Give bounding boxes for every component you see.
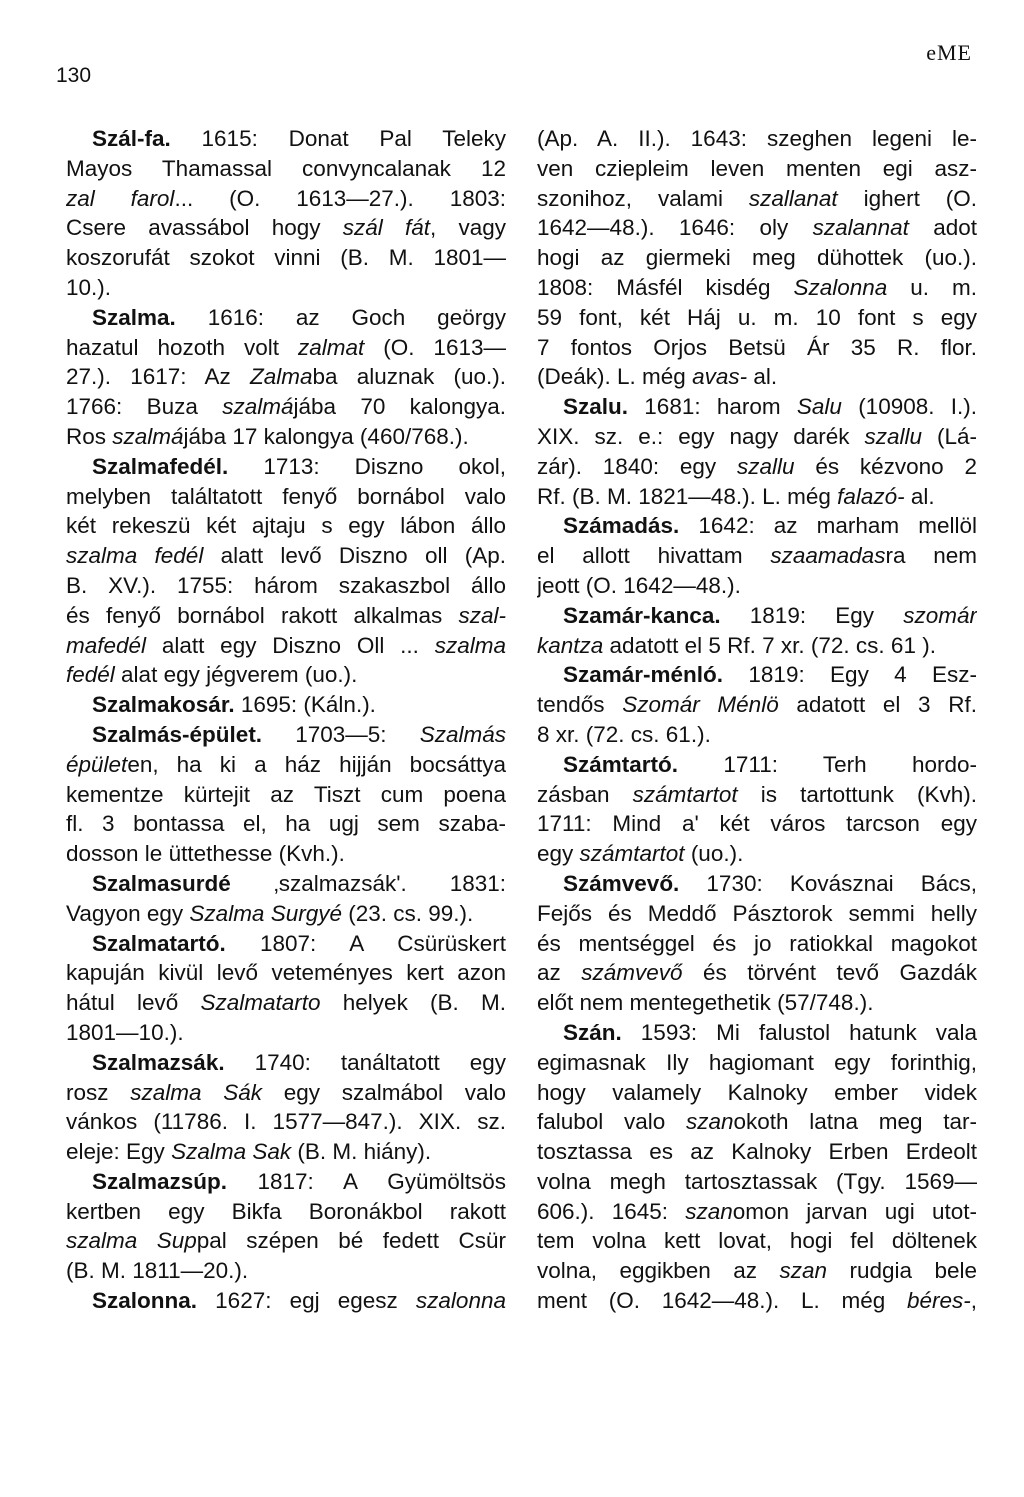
- italic-quote: épület: [66, 751, 128, 777]
- text-run: tosztassa es az Kalnoky Erben Erdeolt: [537, 1139, 977, 1165]
- text-run: alatt levő Diszno oll (Ap.: [203, 543, 506, 569]
- text-line: [537, 720, 977, 750]
- italic-quote: falazó-: [837, 483, 905, 509]
- text-line: [537, 1256, 977, 1286]
- text-line: [66, 422, 506, 452]
- text-run: 1642—48.). 1646: oly: [537, 215, 813, 241]
- italic-quote: szalmá: [222, 394, 294, 420]
- text-line: [537, 184, 977, 214]
- text-line: [66, 392, 506, 422]
- text-run: 1711: Mind a' két város tarcson egy: [537, 811, 977, 837]
- text-run: ‚szalmazsák'. 1831:: [273, 870, 506, 896]
- text-run: Fejős és Meddő Pásztorok semmi helly: [537, 900, 977, 926]
- text-run: Ros: [66, 423, 113, 449]
- text-line: [537, 750, 977, 780]
- text-line: [537, 929, 977, 959]
- italic-quote: szallanat: [748, 185, 838, 211]
- text-run: alat egy jégverem (uo.).: [114, 662, 358, 688]
- text-line: [66, 541, 506, 571]
- text-line: [66, 1078, 506, 1108]
- headword: Szamár-ménló.: [563, 662, 724, 688]
- text-run: az: [537, 960, 582, 986]
- text-line: [66, 631, 506, 661]
- headword: Szalmatartó.: [92, 930, 226, 956]
- text-run: (B. M. 1811—20.).: [66, 1258, 249, 1284]
- text-line: [537, 1078, 977, 1108]
- italic-quote: szallu: [736, 453, 795, 479]
- text-run: 10.).: [66, 274, 112, 300]
- text-line: [66, 333, 506, 363]
- text-line: [66, 1226, 506, 1256]
- running-head: eME: [926, 40, 972, 65]
- text-line: [66, 899, 506, 929]
- text-line: [66, 720, 506, 750]
- text-line: [66, 511, 506, 541]
- text-run: (O. 1613—: [364, 334, 506, 360]
- headword: Szalmasurdé: [92, 870, 231, 896]
- text-run: en, ha ki a ház hijján bocsáttya: [127, 751, 506, 777]
- text-run: ment (O. 1642—48.). L. még: [537, 1288, 907, 1314]
- text-run: egy: [537, 841, 580, 867]
- text-run: is tartottunk (Kvh).: [737, 781, 977, 807]
- text-run: Csere avassábol hogy: [66, 215, 343, 241]
- text-line: [537, 839, 977, 869]
- italic-quote: szan: [686, 1109, 734, 1135]
- text-run: ra nem: [885, 543, 977, 569]
- italic-quote: Szalmatarto: [200, 990, 321, 1016]
- headword: Szamár-kanca.: [563, 602, 721, 628]
- text-line: [537, 958, 977, 988]
- text-run: (Lá-: [922, 423, 977, 449]
- text-line: [537, 392, 977, 422]
- text-run: pal szépen bé fedett Csür: [196, 1228, 506, 1254]
- text-line: [66, 601, 506, 631]
- text-run: volna megh tartosztassak (Tgy. 1569—: [537, 1168, 977, 1194]
- text-line: [66, 958, 506, 988]
- left-column: [66, 124, 506, 1316]
- text-run: ven cziepleim leven menten egi asz-: [537, 155, 977, 181]
- italic-quote: szan: [779, 1258, 828, 1284]
- page-number: 130: [56, 64, 92, 87]
- text-run: kapuján kivül levő veteményes kert azon: [66, 960, 506, 986]
- italic-quote: mafedél: [66, 632, 147, 658]
- text-line: [537, 988, 977, 1018]
- text-run: hátul levő: [66, 990, 201, 1016]
- text-run: előt nem mentegethetik (57/748.).: [537, 990, 874, 1016]
- text-line: [66, 213, 506, 243]
- text-run: kementze kürtejit az Tiszt cum poena: [66, 781, 506, 807]
- text-line: [66, 154, 506, 184]
- italic-quote: szaamadas: [770, 543, 886, 569]
- text-run: el allott hivattam: [537, 543, 771, 569]
- text-line: [66, 1167, 506, 1197]
- text-run: (uo.).: [684, 841, 744, 867]
- text-run: eleje: Egy: [66, 1139, 172, 1165]
- italic-quote: béres-: [906, 1288, 971, 1314]
- italic-quote: szalmá: [112, 423, 184, 449]
- headword: Számadás.: [563, 513, 680, 539]
- headword: Szál-fa.: [92, 126, 171, 151]
- text-run: alatt egy Diszno Oll ...: [146, 632, 435, 658]
- headword: Szalma.: [92, 304, 176, 330]
- headword: Szalmás-épület.: [92, 721, 263, 747]
- text-run: egimasnak Ily hagiomant egy forinthig,: [537, 1049, 977, 1075]
- italic-quote: számtartot: [579, 841, 685, 867]
- text-run: 1681: harom: [644, 394, 797, 420]
- italic-quote: szalma Sup: [66, 1228, 197, 1254]
- text-run: adot: [908, 215, 977, 241]
- text-line: [537, 154, 977, 184]
- text-line: [66, 452, 506, 482]
- text-line: [66, 690, 506, 720]
- italic-quote: szalma fedél: [66, 543, 204, 569]
- text-line: [537, 601, 977, 631]
- text-line: [66, 571, 506, 601]
- text-run: tendős: [537, 692, 623, 718]
- text-line: [66, 839, 506, 869]
- text-run: 1642: az marham mellöl: [698, 513, 977, 539]
- text-run: 1593: Mi falustol hatunk vala: [640, 1019, 977, 1045]
- italic-quote: számvevő: [581, 960, 683, 986]
- text-run: (10908. I.).: [841, 394, 977, 420]
- headword: Számtartó.: [563, 751, 679, 777]
- italic-quote: kantza: [537, 632, 604, 658]
- text-run: jába 17 kalongya (460/768.).: [183, 423, 469, 449]
- text-line: [537, 303, 977, 333]
- text-line: [66, 482, 506, 512]
- text-run: 27.). 1617: Az: [66, 364, 250, 390]
- italic-quote: zalmat: [298, 334, 365, 360]
- text-run: 1817: A Gyümöltsös: [257, 1168, 506, 1194]
- text-line: [66, 1197, 506, 1227]
- text-line: [66, 750, 506, 780]
- text-run: két rekeszü két ajtaju s egy lábon állo: [66, 513, 506, 539]
- text-run: adatott el 5 Rf. 7 xr. (72. cs. 61 ).: [603, 632, 936, 658]
- text-run: (23. cs. 99.).: [342, 900, 474, 926]
- text-line: [66, 1048, 506, 1078]
- text-line: [66, 243, 506, 273]
- italic-quote: szalonna: [415, 1288, 506, 1314]
- text-line: [537, 243, 977, 273]
- text-run: rudgia bele: [827, 1258, 977, 1284]
- text-run: Rf. (B. M. 1821—48.). L. még: [537, 483, 838, 509]
- text-run: dosson le üttethesse (Kvh.).: [66, 841, 345, 867]
- italic-quote: számtartot: [632, 781, 738, 807]
- headword: Számvevő.: [563, 870, 680, 896]
- text-line: [66, 303, 506, 333]
- text-line: [66, 660, 506, 690]
- text-line: [537, 869, 977, 899]
- text-run: (B. M. hiány).: [291, 1139, 432, 1165]
- italic-quote: Salu: [796, 394, 842, 420]
- text-run: jeott (O. 1642—48.).: [537, 572, 741, 598]
- text-run: 1695: (Káln.).: [240, 692, 376, 718]
- text-run: és mentséggel és jo ratiokkal magokot: [537, 930, 977, 956]
- text-run: 606.). 1645:: [537, 1198, 686, 1224]
- text-run: 7 fontos Orjos Betsü Ár 35 R. flor.: [537, 334, 977, 360]
- text-line: [537, 780, 977, 810]
- italic-quote: szan: [685, 1198, 733, 1224]
- italic-quote: Szalonna: [793, 274, 888, 300]
- text-run: 1713: Diszno okol,: [263, 453, 506, 479]
- headword: Szán.: [563, 1019, 622, 1045]
- text-run: 1766: Buza: [66, 394, 223, 420]
- text-run: szonihoz, valami: [537, 185, 749, 211]
- text-run: ighert (O.: [837, 185, 977, 211]
- text-line: [537, 213, 977, 243]
- text-run: 1615: Donat Pal Teleky: [201, 126, 506, 151]
- text-line: [537, 660, 977, 690]
- text-line: [537, 273, 977, 303]
- text-line: [537, 690, 977, 720]
- italic-quote: szal-: [458, 602, 506, 628]
- italic-quote: szomár: [903, 602, 977, 628]
- text-run: ba aluznak (uo.).: [312, 364, 506, 390]
- text-line: [66, 929, 506, 959]
- italic-quote: Szalmás: [419, 721, 506, 747]
- text-run: hogi az giermeki meg dühottek (uo.).: [537, 245, 977, 271]
- text-line: [537, 362, 977, 392]
- text-line: [537, 1226, 977, 1256]
- italic-quote: Szalma Sak: [171, 1139, 292, 1165]
- text-line: [537, 1018, 977, 1048]
- text-line: [537, 1107, 977, 1137]
- text-line: [66, 184, 506, 214]
- text-run: jába 70 kalongya.: [293, 394, 506, 420]
- text-line: [537, 422, 977, 452]
- text-run: egy szalmábol valo: [262, 1079, 506, 1105]
- headword: Szalmazsák.: [92, 1049, 225, 1075]
- text-run: vánkos (11786. I. 1577—847.). XIX. sz.: [66, 1109, 506, 1135]
- italic-quote: szál fát: [342, 215, 431, 241]
- text-line: [66, 273, 506, 303]
- text-run: Vagyon egy: [66, 900, 190, 926]
- text-run: (Ap. A. II.). 1643: szeghen legeni le-: [537, 126, 977, 151]
- text-run: 1627: egj egesz: [215, 1288, 416, 1314]
- text-run: melyben találtatott fenyő bornábol valo: [66, 483, 506, 509]
- italic-quote: Szalma Surgyé: [189, 900, 342, 926]
- text-run: 1616: az Goch geörgy: [207, 304, 506, 330]
- italic-quote: szallu: [864, 423, 922, 449]
- text-run: és kézvono 2: [794, 453, 977, 479]
- text-line: [537, 1048, 977, 1078]
- text-run: okoth latna meg tar-: [733, 1109, 977, 1135]
- italic-quote: szalma Sák: [130, 1079, 262, 1105]
- text-line: [537, 809, 977, 839]
- text-line: [537, 1197, 977, 1227]
- text-line: [66, 1286, 506, 1316]
- text-line: [66, 1137, 506, 1167]
- text-line: [66, 362, 506, 392]
- text-line: [66, 1256, 506, 1286]
- headword: Szalu.: [563, 394, 629, 420]
- italic-quote: avas-: [692, 364, 748, 390]
- text-run: zásban: [537, 781, 633, 807]
- text-line: [66, 809, 506, 839]
- italic-quote: zal farol: [66, 185, 175, 211]
- text-line: [537, 571, 977, 601]
- text-run: 1730: Kovásznai Bács,: [706, 870, 977, 896]
- text-line: [66, 124, 506, 154]
- right-column: [537, 124, 977, 1316]
- text-line: [537, 631, 977, 661]
- headword: Szalmafedél.: [92, 453, 229, 479]
- italic-quote: szalma: [434, 632, 506, 658]
- text-run: 1801—10.).: [66, 1019, 184, 1045]
- italic-quote: szalannat: [812, 215, 909, 241]
- text-line: [66, 1018, 506, 1048]
- text-run: B. XV.). 1755: három szakaszbol állo: [66, 572, 506, 598]
- italic-quote: Zalma: [249, 364, 313, 390]
- text-line: [537, 333, 977, 363]
- italic-quote: Szomár Ménlö: [622, 692, 779, 718]
- text-run: , vagy: [430, 215, 506, 241]
- text-line: [66, 780, 506, 810]
- text-run: Mayos Thamassal convyncalanak 12: [66, 155, 506, 181]
- text-run: fl. 3 bontassa el, ha ugj sem szaba-: [66, 811, 506, 837]
- text-line: [537, 1167, 977, 1197]
- text-run: 1819: Egy: [749, 602, 904, 628]
- text-run: tem volna kett lovat, hogi fel döltenek: [537, 1228, 977, 1254]
- headword: Szalonna.: [92, 1288, 198, 1314]
- text-line: [537, 452, 977, 482]
- text-run: ,: [970, 1288, 977, 1314]
- text-run: rosz: [66, 1079, 131, 1105]
- text-run: 1819: Egy 4 Esz-: [748, 662, 977, 688]
- text-line: [537, 482, 977, 512]
- text-line: [537, 1137, 977, 1167]
- text-run: hazatul hozoth volt: [66, 334, 298, 360]
- text-line: [537, 541, 977, 571]
- text-run: omon jarvan ugi utot-: [732, 1198, 977, 1224]
- headword: Szalmazsúp.: [92, 1168, 228, 1194]
- text-run: 1711: Terh hordo-: [723, 751, 977, 777]
- headword: Szalmakosár.: [92, 692, 235, 718]
- text-run: helyek (B. M.: [320, 990, 506, 1016]
- text-run: kertben egy Bikfa Boronákbol rakott: [66, 1198, 506, 1224]
- text-run: 59 font, két Háj u. m. 10 font s egy: [537, 304, 977, 330]
- text-run: 8 xr. (72. cs. 61.).: [537, 721, 711, 747]
- text-run: al.: [747, 364, 778, 390]
- text-run: zár). 1840: egy: [537, 453, 737, 479]
- text-run: adatott el 3 Rf.: [778, 692, 977, 718]
- text-line: [537, 1286, 977, 1316]
- text-run: (Deák). L. még: [537, 364, 693, 390]
- text-line: [537, 511, 977, 541]
- text-run: XIX. sz. e.: egy nagy darék: [537, 423, 865, 449]
- text-run: al.: [904, 483, 935, 509]
- text-line: [66, 869, 506, 899]
- text-run: és fenyő bornábol rakott alkalmas: [66, 602, 459, 628]
- text-run: volna, eggikben az: [537, 1258, 780, 1284]
- italic-quote: fedél: [66, 662, 115, 688]
- text-run: hogy valamely Kalnoky ember videk: [537, 1079, 977, 1105]
- text-run: 1807: A Csürüskert: [260, 930, 506, 956]
- text-run: 1740: tanáltatott egy: [254, 1049, 506, 1075]
- text-run: 1808: Másfél kisdég: [537, 274, 794, 300]
- text-line: [537, 124, 977, 154]
- text-run: falubol valo: [537, 1109, 686, 1135]
- text-line: [66, 1107, 506, 1137]
- text-run: u. m.: [887, 274, 977, 300]
- text-run: és törvént tevő Gazdák: [682, 960, 977, 986]
- text-line: [66, 988, 506, 1018]
- text-run: koszorufát szokot vinni (B. M. 1801—: [66, 245, 506, 271]
- text-run: 1703—5:: [295, 721, 420, 747]
- text-line: [537, 899, 977, 929]
- text-run: ... (O. 1613—27.). 1803:: [174, 185, 506, 211]
